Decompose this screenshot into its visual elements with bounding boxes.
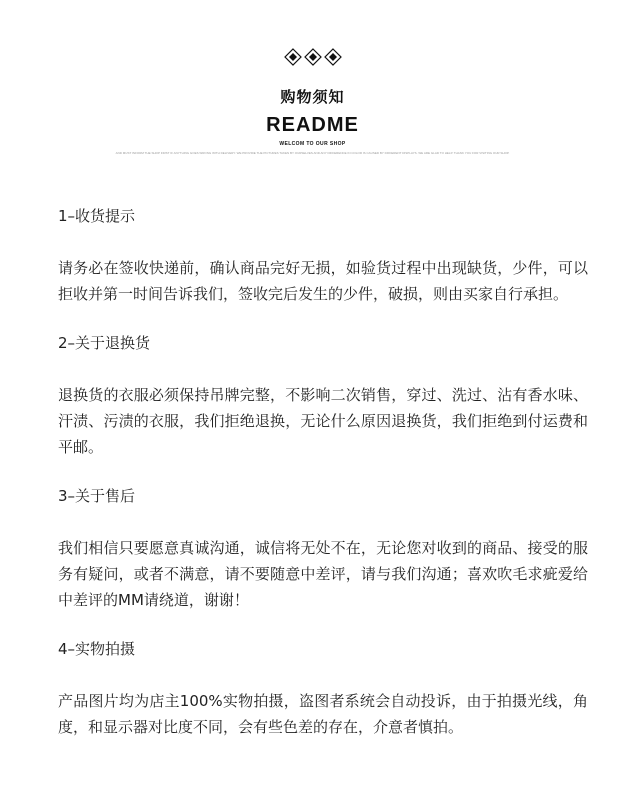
section-heading: 1–收货提示 bbox=[58, 207, 136, 225]
section-receiving bbox=[58, 205, 588, 307]
section-after-sales bbox=[58, 485, 588, 613]
section-heading: 4–实物拍摄 bbox=[58, 640, 136, 658]
section-body: 退换货的衣服必须保持吊牌完整，不影响二次销售，穿过、洗过、沾有香水味、汗渍、污渍的衣服，我们拒绝退换，无论什么原因退换货，我们拒绝到付运费和平邮。 bbox=[58, 386, 588, 456]
section-body: 我们相信只要愿意真诚沟通，诚信将无处不在，无论您对收到的商品、接受的服务有疑问，或者不满意，请不要随意中差评，请与我们沟通；喜欢吹毛求疵爱给中差评的MM请绕道，谢谢！ bbox=[58, 539, 588, 609]
page-title-cn: 购物须知 bbox=[280, 88, 345, 106]
page-title-en: README bbox=[266, 114, 359, 136]
diamond-ornament-icon bbox=[283, 48, 343, 66]
section-photos bbox=[58, 638, 588, 740]
fine-print-text: AND MUST INFORM THE SHOP FIRST IF ANYTHING GOES WRONG WITH DELIVERY. WE PROVIDE THE PICTURES TAKEN BY OURSELVES AND ANY DIFFERENCE IN COLOR IS CAUSED BY DIFFERENT DISPLAYS. WE ARE GLAD TO HELP. THANK YOU FOR VISITING OUR SHOP. bbox=[115, 151, 510, 155]
section-body: 请务必在签收快递前，确认商品完好无损，如验货过程中出现缺货，少件，可以拒收并第一时间告诉我们，签收完后发生的少件，破损，则由买家自行承担。 bbox=[58, 259, 588, 303]
section-returns bbox=[58, 332, 588, 460]
section-heading: 3–关于售后 bbox=[58, 487, 136, 505]
section-heading: 2–关于退换货 bbox=[58, 334, 151, 352]
section-body: 产品图片均为店主100%实物拍摄，盗图者系统会自动投诉，由于拍摄光线，角度，和显示器对比度不同，会有些色差的存在，介意者慎拍。 bbox=[58, 692, 588, 736]
welcome-subtitle: WELCOM TO OUR SHOP bbox=[279, 141, 346, 147]
notice-content bbox=[58, 205, 588, 765]
page-header bbox=[0, 0, 625, 170]
